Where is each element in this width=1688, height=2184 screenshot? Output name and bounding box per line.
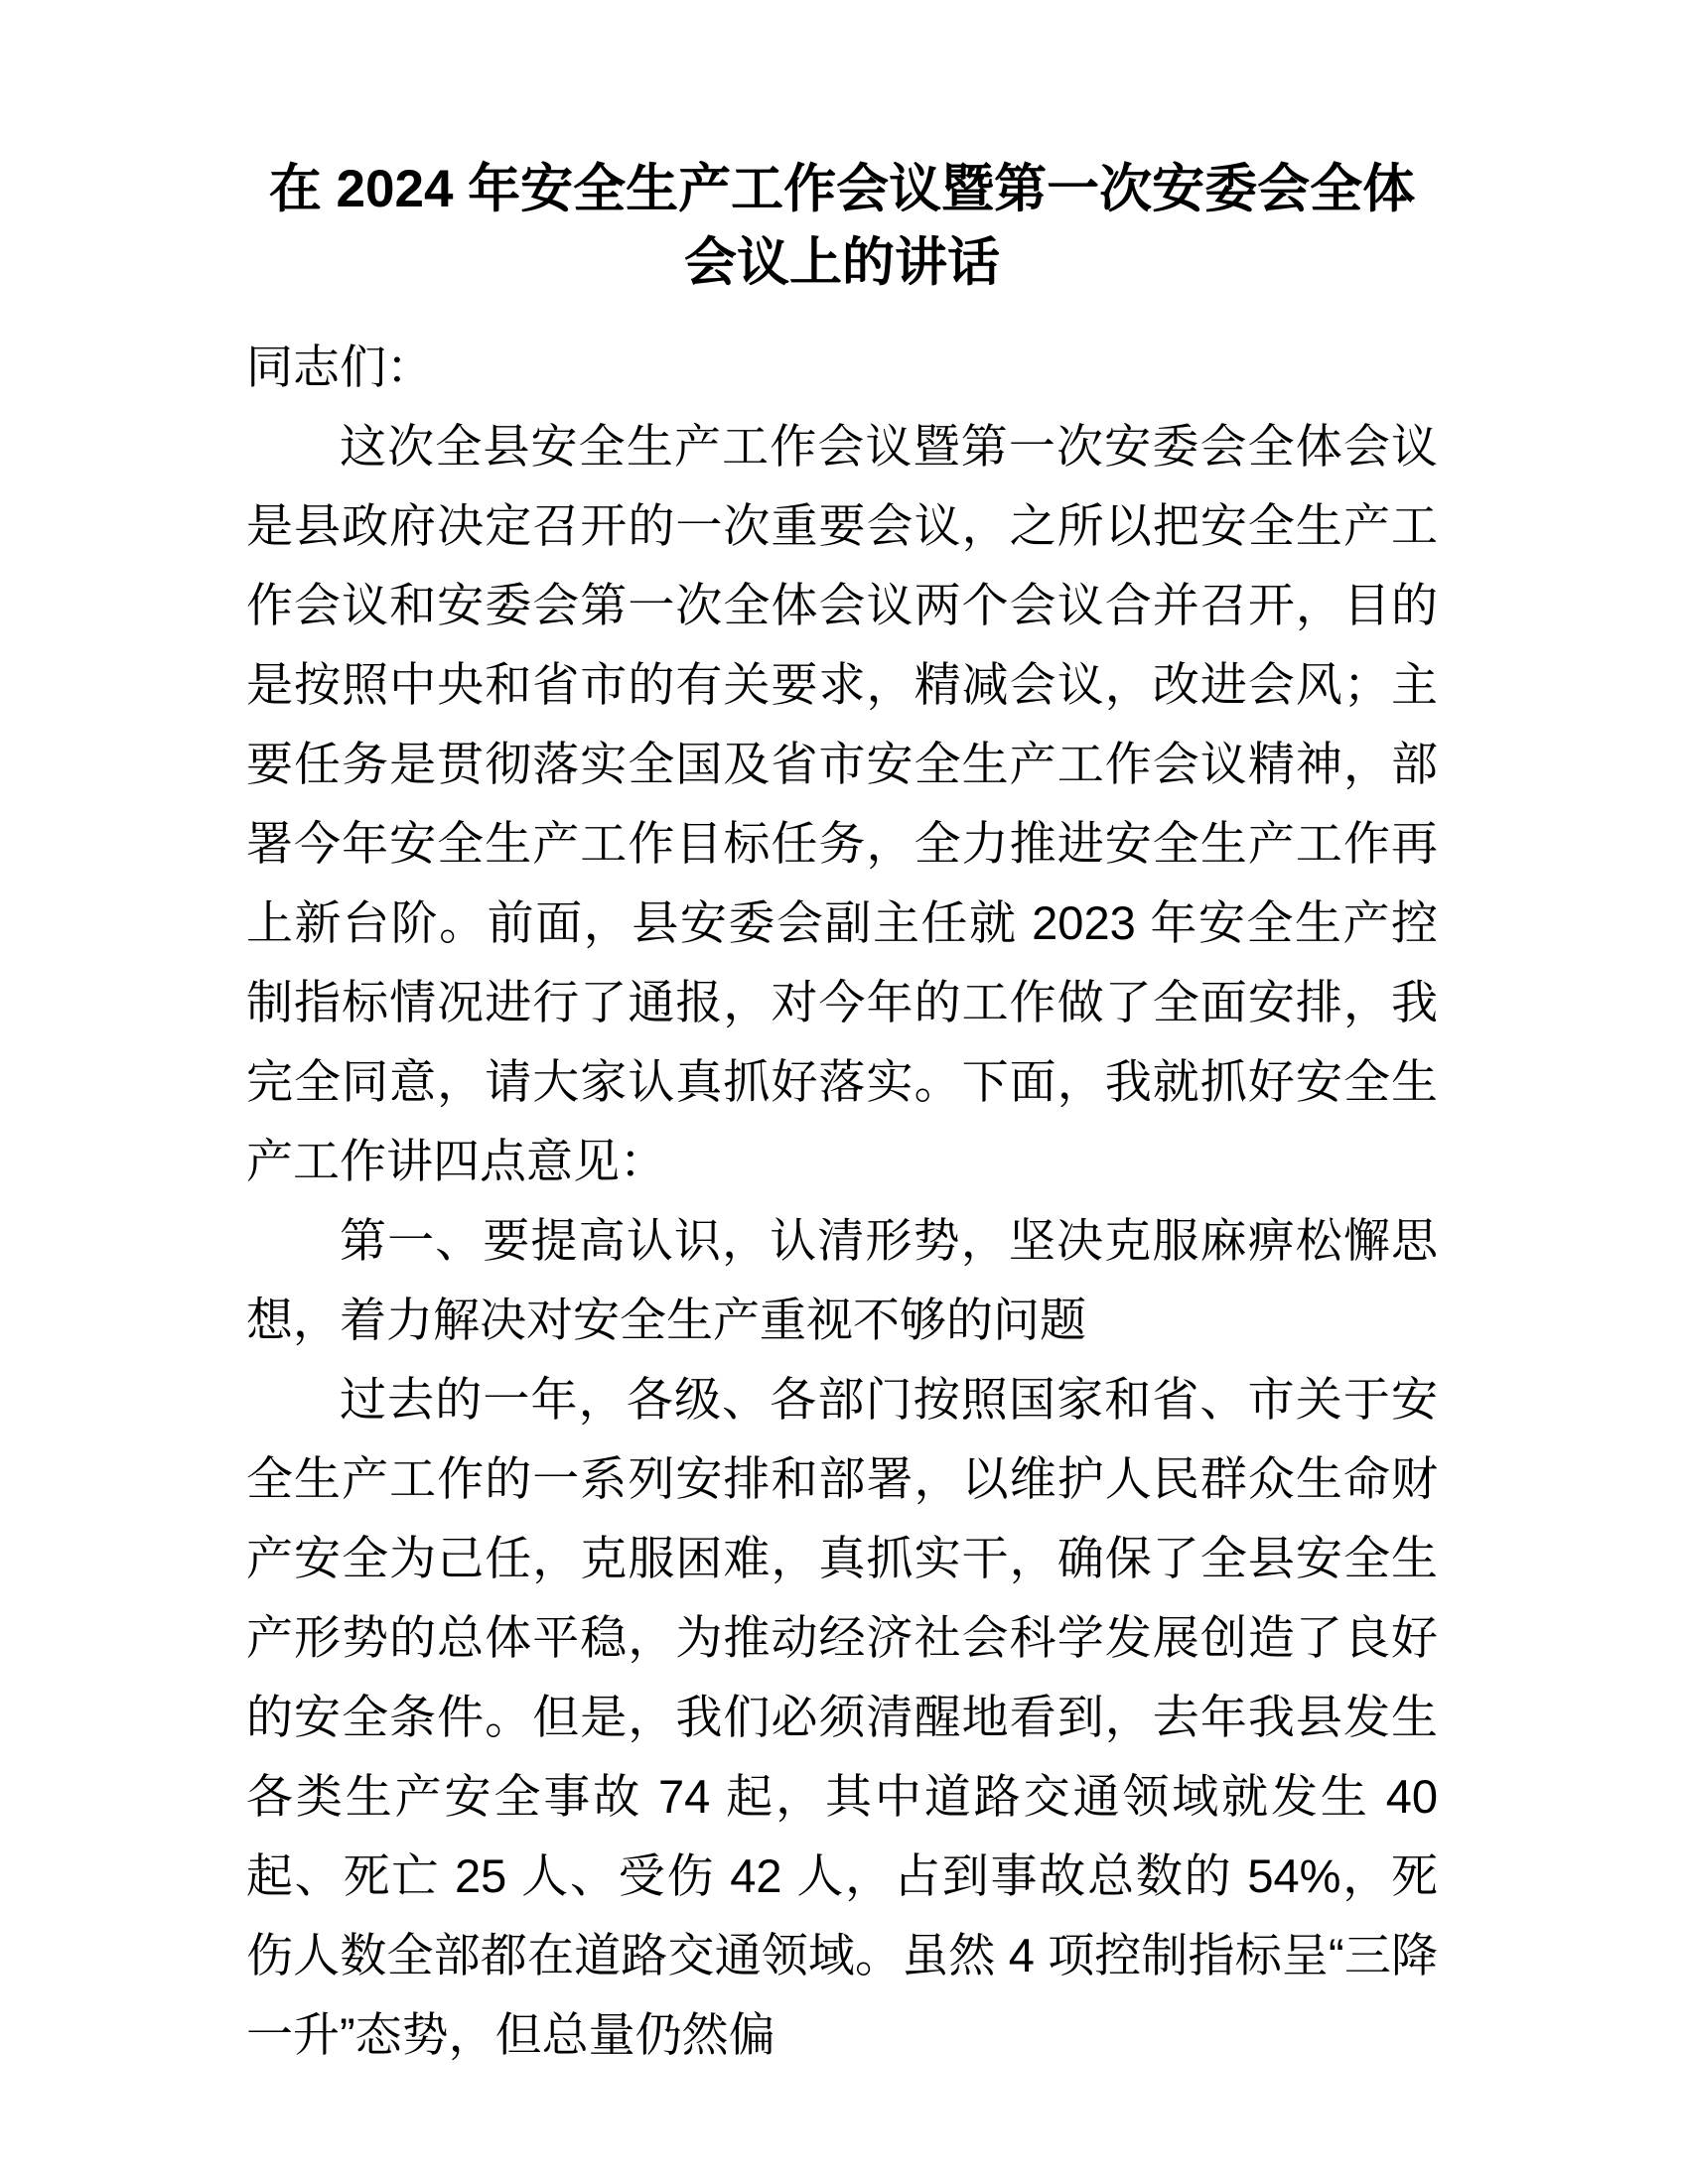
salutation-line: 同志们： xyxy=(246,341,433,393)
paragraph-section-one-body: 过去的一年，各级、各部门按照国家和省、市关于安全生产工作的一系列安排和部署，以维护人民群众生命财产安全为己任，克服困难，真抓实干，确保了全县安全生产形势的总体平稳，为推动经济社会科学发展创造了良好的安全条件。但是，我们必须清醒地看到，去年我县发生各类生产安全事故 74 起，其中道路交通领域就发生 40 起、死亡 25 人、受伤 42 人，占到事故总数的 54%，死伤人数全部都在道路交通领域。虽然 4 项控制指标呈“三降一升”态势，但总量仍然偏 xyxy=(246,1373,1438,2061)
document-content xyxy=(246,0,1438,2075)
paragraph-intro: 这次全县安全生产工作会议暨第一次安委会全体会议是县政府决定召开的一次重要会议，之所以把安全生产工作会议和安委会第一次全体会议两个会议合并召开，目的是按照中央和省市的有关要求，精减会议，改进会风；主要任务是贯彻落实全国及省市安全生产工作会议精神，部署今年安全生产工作目标任务，全力推进安全生产工作再上新台阶。前面，县安委会副主任就 2023 年安全生产控制指标情况进行了通报，对今年的工作做了全面安排，我完全同意，请大家认真抓好落实。下面，我就抓好安全生产工作讲四点意见： xyxy=(246,420,1438,1187)
page-title: 在 2024 年安全生产工作会议暨第一次安委会全体会议上的讲话 xyxy=(268,160,1416,292)
paragraph-section-one-heading: 第一、要提高认识，认清形势，坚决克服麻痹松懈思想，着力解决对安全生产重视不够的问题 xyxy=(246,1214,1438,1346)
